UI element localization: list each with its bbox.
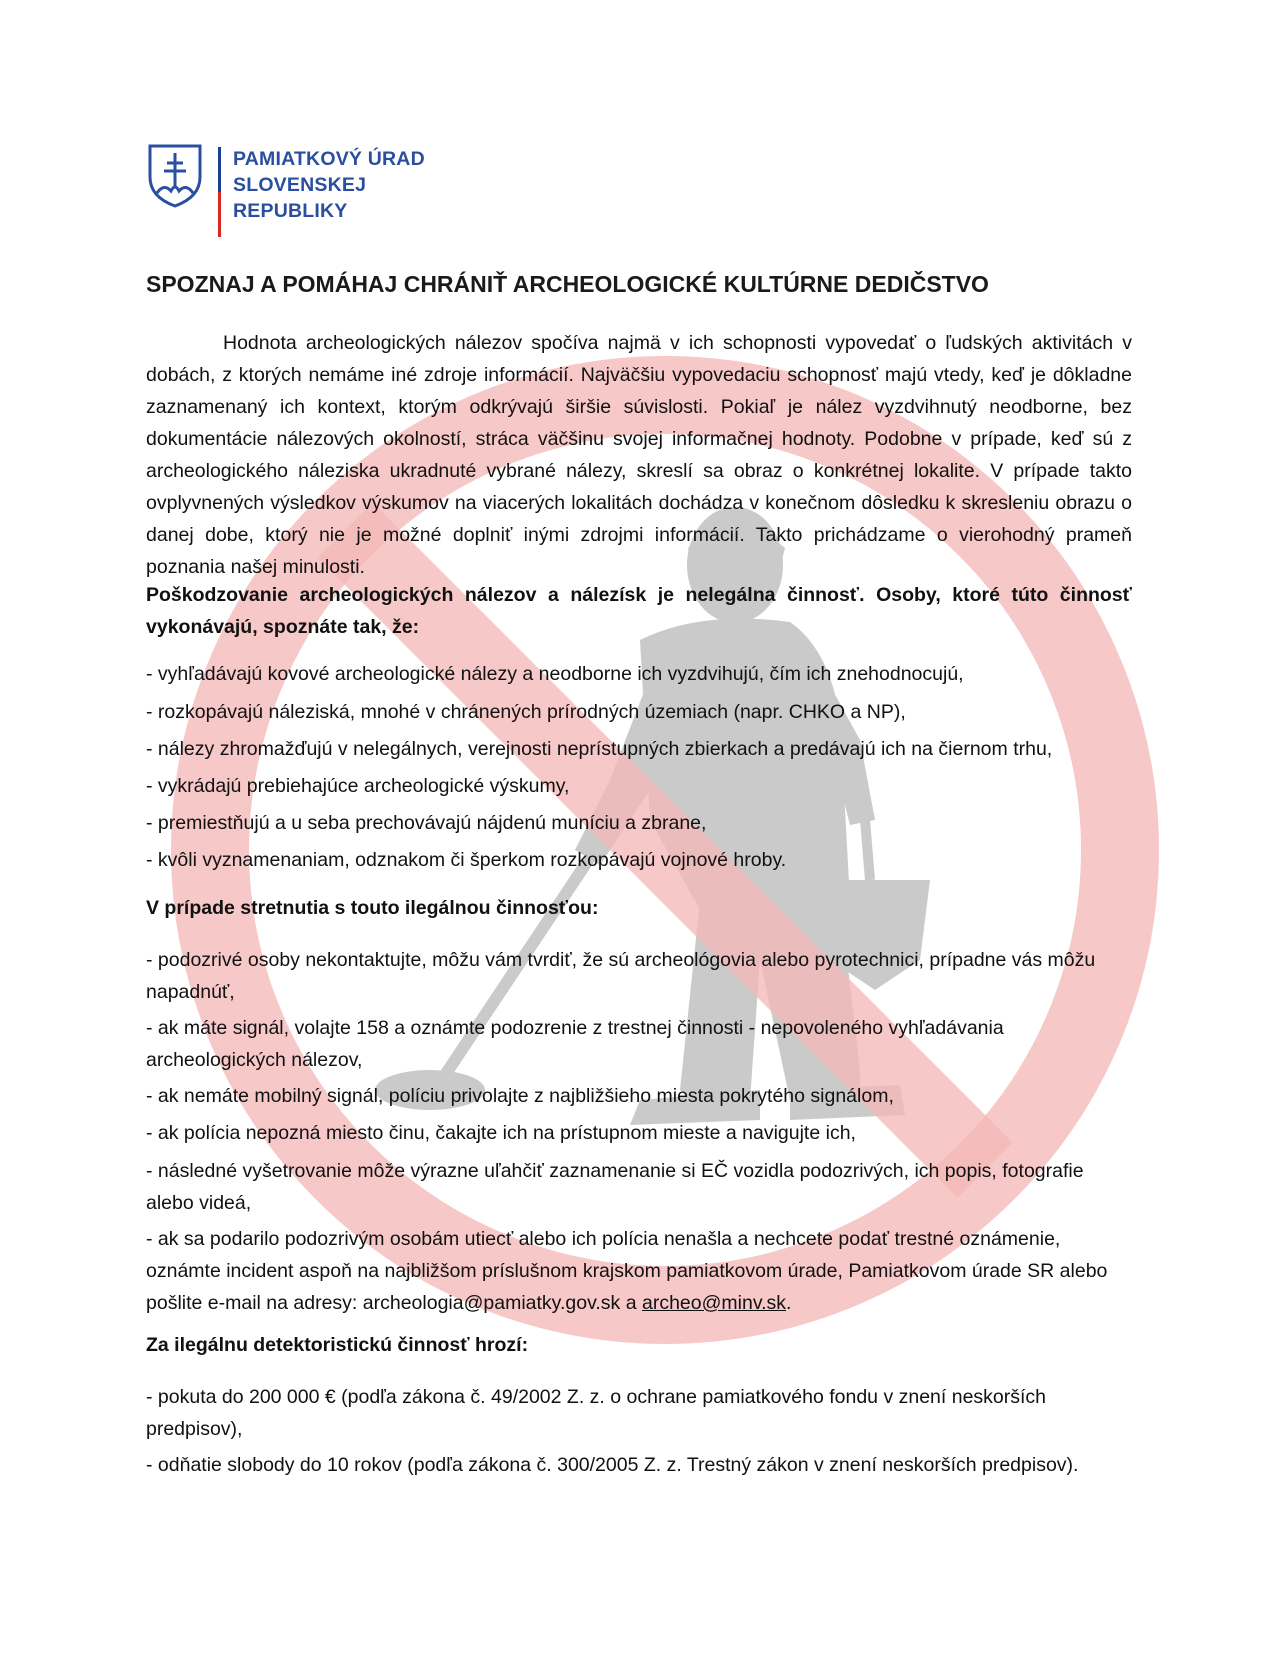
list-item: - vyhľadávajú kovové archeologické nálezy a neodborne ich vyzdvihujú, čím ich znehodnocujú, (146, 663, 964, 685)
organization-name (233, 146, 477, 224)
list-item: - ak nemáte mobilný signál, políciu privolajte z najbližšieho miesta pokrytého signálom, (146, 1085, 894, 1107)
organization-name-line2: SLOVENSKEJ REPUBLIKY (233, 174, 367, 222)
intro-paragraph: Hodnota archeologických nálezov spočíva najmä v ich schopnosti vypovedať o ľudských aktivitách v dobách, z ktorých nemáme iné zdroje informácií. Najväčšiu vypovedaciu schopnosť majú vtedy, keď je dôkladne zaznamenaný ich kontext, ktorým odkrývajú širšie súvislosti. Pokiaľ je nález vyzdvihnutý neodborne, bez dokumentácie nálezových okolností, stráca väčšinu svojej informačnej hodnoty. Podobne v prípade, keď sú z archeologického náleziska ukradnuté vybrané nálezy, skreslí sa obraz o konkrétnej lokalite. V prípade takto ovplyvnených výsledkov výskumov na viacerých lokalitách dochádza v konečnom dôsledku k skresleniu obrazu o danej dobe, ktorý nie je možné doplniť inými zdrojmi informácií. Takto prichádzame o vierohodný prameň poznania našej minulosti. (146, 332, 1132, 578)
list-item: - nálezy zhromažďujú v nelegálnych, verejnosti neprístupných zbierkach a predávajú ich na čiernom trhu, (146, 738, 1053, 760)
list-item: - kvôli vyznamenaniam, odznakom či šperkom rozkopávajú vojnové hroby. (146, 849, 787, 871)
list-item: - odňatie slobody do 10 rokov (podľa zákona č. 300/2005 Z. z. Trestný zákon v znení neskorších predpisov). (146, 1454, 1079, 1476)
logo-divider (218, 147, 221, 237)
contact-text-end: . (786, 1292, 792, 1314)
contact-text: - ak sa podarilo podozrivým osobám utiecť alebo ich polícia nenašla a nechcete podať trestné oznámenie, oznámte incident aspoň na najbližšom príslušnom krajskom pamiatkovom úrade, Pamiatkovom úrade SR alebo pošlite e-mail na adresy: archeologia@pamiatky.gov.sk a (146, 1228, 1108, 1314)
section2-heading: V prípade stretnutia s touto ilegálnou činnosťou: (146, 897, 599, 919)
list-item: - následné vyšetrovanie môže výrazne uľahčiť zaznamenanie si EČ vozidla podozrivých, ich popis, fotografie alebo videá, (146, 1160, 1084, 1214)
list-item: - vykrádajú prebiehajúce archeologické výskumy, (146, 775, 570, 797)
slovak-coat-of-arms-icon (147, 143, 203, 209)
document-title: SPOZNAJ A POMÁHAJ CHRÁNIŤ ARCHEOLOGICKÉ KULTÚRNE DEDIČSTVO (146, 271, 989, 297)
email-link[interactable]: archeo@minv.sk (641, 1292, 787, 1314)
organization-name-line1: PAMIATKOVÝ ÚRAD (233, 148, 425, 170)
list-item-contact (146, 1223, 1136, 1319)
organization-logo (147, 139, 477, 239)
list-item: - ak polícia nepozná miesto činu, čakajte ich na prístupnom mieste a navigujte ich, (146, 1122, 856, 1144)
section1-heading: Poškodzovanie archeologických nálezov a nálezísk je nelegálna činnosť. Osoby, ktoré túto činnosť vykonávajú, spoznáte tak, že: (146, 584, 1132, 638)
list-item: - pokuta do 200 000 € (podľa zákona č. 49/2002 Z. z. o ochrane pamiatkového fondu v znení neskorších predpisov), (146, 1386, 1047, 1440)
list-item: - premiestňujú a u seba prechovávajú nájdenú muníciu a zbrane, (146, 812, 707, 834)
list-item: - podozrivé osoby nekontaktujte, môžu vám tvrdiť, že sú archeológovia alebo pyrotechnici, prípadne vás môžu napadnúť, (146, 949, 1096, 1003)
list-item: - ak máte signál, volajte 158 a oznámte podozrenie z trestnej činnosti - nepovoleného vyhľadávania archeologických nálezov, (146, 1017, 1004, 1071)
list-item: - rozkopávajú náleziská, mnohé v chránených prírodných územiach (napr. CHKO a NP), (146, 701, 906, 723)
section3-heading: Za ilegálnu detektoristickú činnosť hrozí: (146, 1334, 529, 1356)
